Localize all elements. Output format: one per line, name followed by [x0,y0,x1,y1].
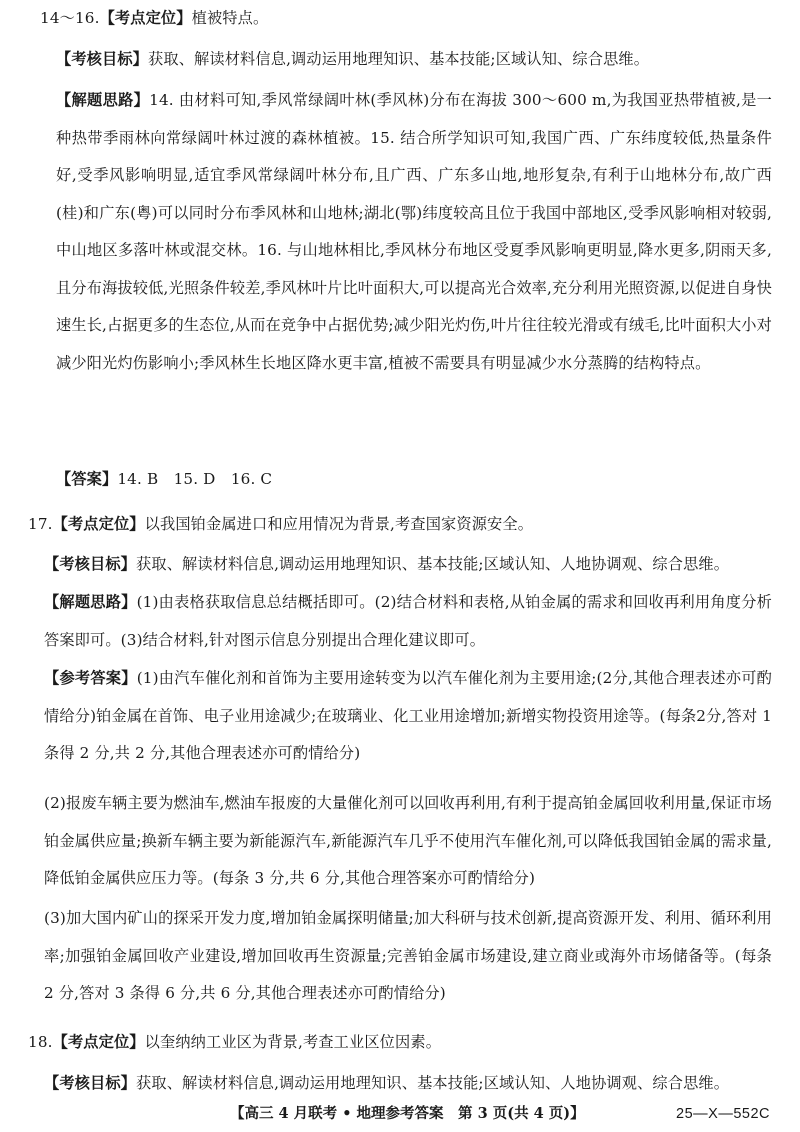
section-text: 获取、解读材料信息,调动运用地理知识、基本技能;区域认知、人地协调观、综合思维。 [136,1074,730,1092]
section-tag: 【考核目标】 [44,555,137,573]
section-tag: 【考核目标】 [44,1074,137,1092]
section-text: (1)由汽车催化剂和首饰为主要用途转变为以汽车催化剂为主要用途;(2分,其他合理表述亦可酌情给分)铂金属在首饰、电子业用途减少;在玻璃业、化工业用途增加;新增实物投资用途等。(每条2分,答对 1 条得 2 分,共 2 分,其他合理表述亦可酌情给分) [44,669,772,762]
section-text: 获取、解读材料信息,调动运用地理知识、基本技能;区域认知、综合思维。 [148,50,650,68]
q17-reference-answer-2 [44,785,772,898]
section-tag: 【考点定位】 [52,1033,145,1051]
section-text: 以我国铂金属进口和应用情况为背景,考查国家资源安全。 [144,515,534,533]
section-text: (1)由表格获取信息总结概括即可。(2)结合材料和表格,从铂金属的需求和回收再利用角度分析答案即可。(3)结合材料,针对图示信息分别提出合理化建议即可。 [44,593,772,649]
q18-topic [28,1024,772,1062]
section-tag: 【解题思路】 [56,91,150,109]
q14-16-answer [56,461,772,499]
q14-16-solution [56,82,772,382]
section-tag: 【考核目标】 [56,50,149,68]
q17-reference-answer-1 [44,660,772,773]
section-text: 14. 由材料可知,季风常绿阔叶林(季风林)分布在海拔 300～600 m,为我国亚热带植被,是一种热带季雨林向常绿阔叶林过渡的森林植被。15. 结合所学知识可知,我国广西、广东纬度较低,热量条件好,受季风影响明显,适宜季风常绿阔叶林分布,且广西、广东多山地,地形复杂,有利于山地林分布,故广西(桂)和广东(粤)可以同时分布季风林和山地林;湖北(鄂)纬度较高且位于我国中部地区,受季风影响相对较弱,中山地区多落叶林或混交林。16. 与山地林相比,季风林分布地区受夏季风影响更明显,降水更多,阴雨天多,且分布海拔较低,光照条件较差,季风林叶片比叶面积大,可以提高光合效率,充分利用光照资源,以促进自身快速生长,占据更多的生态位,从而在竞争中占据优势;减少阳光灼伤,叶片往往较光滑或有绒毛,比叶面积大小对减少阳光灼伤影响小;季风林生长地区降水更丰富,植被不需要具有明显减少水分蒸腾的结构特点。 [56,91,772,372]
q14-16-objective [56,41,772,79]
question-number: 18. [28,1033,53,1051]
footer-code: 25—X—552C [676,1106,770,1122]
q17-reference-answer-3 [44,900,772,1013]
q14-16-topic [40,0,770,38]
section-tag: 【考点定位】 [52,515,145,533]
section-text: 以奎纳纳工业区为背景,考查工业区位因素。 [144,1033,442,1051]
q17-solution [44,584,772,659]
question-number: 17. [28,515,53,533]
question-number: 14～16. [40,9,100,27]
footer-title: 【高三 4 月联考 • 地理参考答案 第 3 页(共 4 页)】 [230,1105,585,1122]
section-tag: 【考点定位】 [99,9,192,27]
section-tag: 【参考答案】 [44,669,137,687]
section-text: 获取、解读材料信息,调动运用地理知识、基本技能;区域认知、人地协调观、综合思维。 [136,555,730,573]
section-text: 植被特点。 [191,9,269,27]
q17-topic [28,506,772,544]
section-text: (2)报废车辆主要为燃油车,燃油车报废的大量催化剂可以回收再利用,有利于提高铂金属回收利用量,保证市场铂金属供应量;换新车辆主要为新能源汽车,新能源汽车几乎不使用汽车催化剂,可以降低我国铂金属的需求量,降低铂金属供应压力等。(每条 3 分,共 6 分,其他合理答案亦可酌情给分) [44,794,772,887]
section-text: 14. B 15. D 16. C [117,470,273,488]
section-tag: 【答案】 [56,470,118,488]
section-text: (3)加大国内矿山的探采开发力度,增加铂金属探明储量;加大科研与技术创新,提高资源开发、利用、循环利用率;加强铂金属回收产业建设,增加回收再生资源量;完善铂金属市场建设,建立商业或海外市场储备等。(每条 2 分,答对 3 条得 6 分,共 6 分,其他合理表述亦可酌情给分) [44,909,772,1002]
section-tag: 【解题思路】 [44,593,137,611]
q18-objective [44,1065,772,1103]
page-footer [0,1100,800,1128]
q17-objective [44,546,772,584]
